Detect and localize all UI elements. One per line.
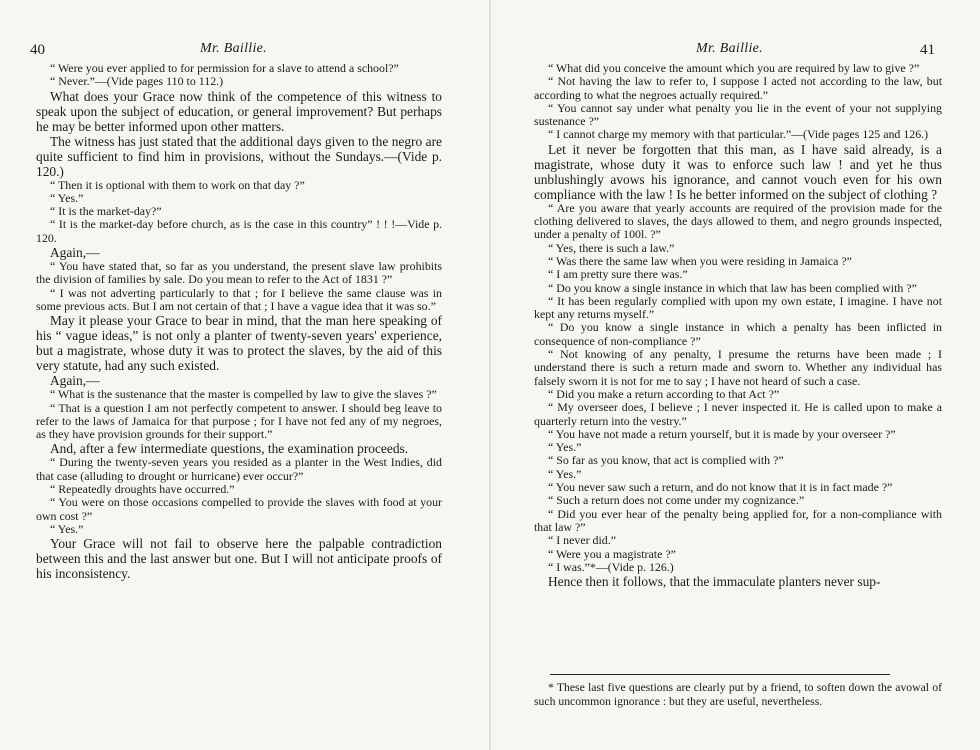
paragraph: “ Was there the same law when you were residing in Jamaica ?” <box>548 253 852 268</box>
paragraph: “ You never saw such a return, and do not know that it is in fact made ?” <box>548 480 893 495</box>
paragraph: “ Do you know a single instance in which that law has been complied with ?” <box>548 280 917 295</box>
paragraph: “ You have stated that, so far as you understand, the present slave law prohibits the division of families by sale. Do you mean to refer to the Act of 1831 ?” <box>36 259 442 287</box>
paragraph: “ Did you ever hear of the penalty being applied for, for a non-compliance with that law ?” <box>534 506 942 534</box>
paragraph: “ Were you a magistrate ?” <box>548 546 676 561</box>
page-body <box>534 62 942 589</box>
paragraph: Your Grace will not fail to observe here the palpable contradiction between this and the last answer but one. But I will not anticipate proofs of his inconsistency. <box>36 536 442 582</box>
paragraph: The witness has just stated that the additional days given to the negro are quite sufficient to find him in provisions, without the Sundays.—(Vide p. 120.) <box>36 133 442 179</box>
paragraph: “ My overseer does, I believe ; I never inspected it. He is called upon to make a quarterly return into the vestry.” <box>534 400 942 428</box>
paragraph: “ You cannot say under what penalty you lie in the event of your not supplying sustenance ?” <box>534 100 942 129</box>
page-number: 41 <box>920 42 935 58</box>
paragraph: And, after a few intermediate questions, the examination proceeds. <box>50 441 409 457</box>
paragraph: What does your Grace now think of the competence of this witness to speak upon the subject of education, or general improvement? But perhaps he may be better informed upon other matters. <box>36 88 442 134</box>
paragraph: “ Yes.” <box>50 190 84 205</box>
paragraph: Hence then it follows, that the immaculate planters never sup- <box>548 574 881 590</box>
paragraph: “ Yes, there is such a law.” <box>548 240 675 255</box>
paragraph: “ Never.”—(Vide pages 110 to 112.) <box>50 74 224 89</box>
paragraph: “ It has been regularly complied with upon my own estate, I imagine. I have not kept any returns myself.” <box>534 293 942 322</box>
paragraph: “ I cannot charge my memory with that particular.”—(Vide pages 125 and 126.) <box>548 127 929 142</box>
paragraph: “ Yes.” <box>548 466 582 481</box>
paragraph: “ You were on those occasions compelled to provide the slaves with food at your own cost ?” <box>36 495 442 523</box>
paragraph: “ What did you conceive the amount which you are required by law to give ?” <box>548 61 920 75</box>
footnote <box>534 681 942 708</box>
paragraph: “ Are you aware that yearly accounts are required of the provision made for the clothing delivered to slaves, the days allowed to them, and negro grounds inspected, under a penalty of 100l. ?” <box>534 200 942 242</box>
page-body <box>36 62 442 581</box>
paragraph: “ I was.”*—(Vide p. 126.) <box>548 559 674 574</box>
running-title: Mr. Baillie. <box>696 41 763 56</box>
paragraph: “ I am pretty sure there was.” <box>548 267 688 282</box>
paragraph: “ Did you make a return according to that Act ?” <box>548 386 780 401</box>
paragraph: “ It is the market-day?” <box>50 204 162 219</box>
paragraph: “ Not knowing of any penalty, I presume the returns have been made ; I understand there is such a return made and sworn to. Whether any individual has falsely sworn it is not for me to say ; I have not heard of such a case. <box>534 347 942 388</box>
right-page <box>490 0 980 750</box>
page-number: 40 <box>30 42 45 58</box>
paragraph: May it please your Grace to bear in mind, that the man here speaking of his “ vague ideas,” is not only a planter of twenty-seven years' experience, but a magistrate, whose duty it was to protect the slaves, by the aid of this very statute, had any such existed. <box>36 313 442 374</box>
paragraph: “ During the twenty-seven years you resided as a planter in the West Indies, did that case (alluding to drought or hurricane) ever occur?” <box>36 455 442 483</box>
paragraph: “ Not having the law to refer to, I suppose I acted not according to the law, but according to what the negroes actually required.” <box>534 74 942 102</box>
paragraph: “ You have not made a return yourself, but it is made by your overseer ?” <box>548 426 896 441</box>
paragraph: Let it never be forgotten that this man, as I have said already, is a magistrate, whose duty it was to enforce such law ! and yet he thus unblushingly avows his ignorance, and cannot vouch even for his own compliance with the law ! Is he better informed on the subject of clothing ? <box>534 141 942 202</box>
paragraph: “ Then it is optional with them to work on that day ?” <box>50 177 305 192</box>
paragraph: Again,— <box>50 245 100 261</box>
paragraph: “ So far as you know, that act is complied with ?” <box>548 453 784 468</box>
paragraph: “ Were you ever applied to for permission for a slave to attend a school?” <box>50 61 399 75</box>
footnote-text: * These last five questions are clearly put by a friend, to soften down the avowal of such uncommon ignorance : but they are useful, nevertheless. <box>534 681 942 708</box>
paragraph: “ I was not adverting particularly to that ; for I believe the same clause was in some previous acts. But I am not certain of that ; I have a vague idea that it was so.” <box>36 285 442 313</box>
paragraph: “ It is the market-day before church, as is the case in this country” ! ! !—Vide p. 120. <box>36 217 442 245</box>
paragraph: “ Yes.” <box>50 521 84 536</box>
paragraph: Again,— <box>50 373 100 389</box>
paragraph: “ What is the sustenance that the master is compelled by law to give the slaves ?” <box>50 387 437 402</box>
paragraph: “ That is a question I am not perfectly competent to answer. I should beg leave to refer to the laws of Jamaica for that purpose ; for I have not fed any of my negroes, as they have provision grounds for their support.” <box>36 400 442 442</box>
paragraph: “ Yes.” <box>548 440 582 455</box>
paragraph: “ Such a return does not come under my cognizance.” <box>548 493 805 508</box>
footnote-rule <box>550 674 890 675</box>
running-title: Mr. Baillie. <box>200 41 267 56</box>
paragraph: “ Repeatedly droughts have occurred.” <box>50 482 235 497</box>
paragraph: “ I never did.” <box>548 533 617 548</box>
paragraph: “ Do you know a single instance in which a penalty has been inflicted in consequence of non-compliance ?” <box>534 320 942 348</box>
